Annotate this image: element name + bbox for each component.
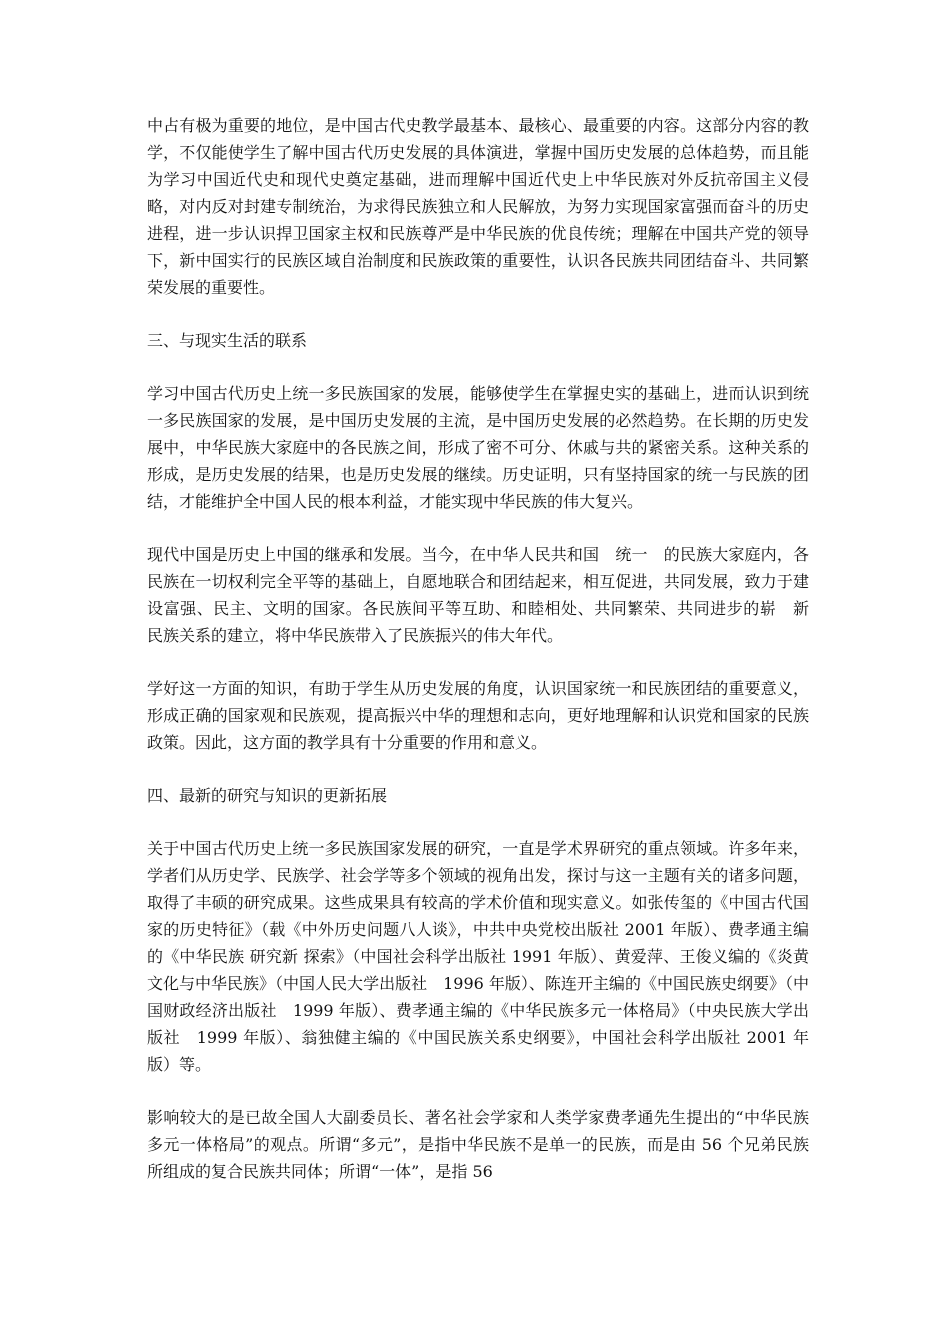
paragraph-fei-xiaotong: 影响较大的是已故全国人大副委员长、著名社会学家和人类学家费孝通先生提出的“中华民族多元一体格局”的观点。所谓“多元”，是指中华民族不是单一的民族，而是由 56 个兄弟民族所组成的复合民族共同体；所谓“一体”，是指 56 — [147, 1108, 809, 1181]
paragraph-intro: 中占有极为重要的地位，是中国古代史教学最基本、最核心、最重要的内容。这部分内容的教学，不仅能使学生了解中国古代历史发展的具体演进，掌握中国历史发展的总体趋势，而且能为学习中国近代史和现代史奠定基础，进而理解中国近代史上中华民族对外反抗帝国主义侵略，对内反对封建专制统治，为求得民族独立和人民解放，为努力实现国家富强而奋斗的历史进程，进一步认识捍卫国家主权和民族尊严是中华民族的优良传统；理解在中国共产党的领导下，新中国实行的民族区域自治制度和民族政策的重要性，认识各民族共同团结奋斗、共同繁荣发展的重要性。 — [147, 116, 809, 297]
document-page — [147, 112, 826, 1211]
section-heading-3: 三、与现实生活的联系 — [147, 331, 308, 350]
paragraph-unity: 学习中国古代历史上统一多民族国家的发展，能够使学生在掌握史实的基础上，进而认识到统一多民族国家的发展，是中国历史发展的主流，是中国历史发展的必然趋势。在长期的历史发展中，中华民族大家庭中的各民族之间，形成了密不可分、休戚与共的紧密关系。这种关系的形成，是历史发展的结果，也是历史发展的继续。历史证明，只有坚持国家的统一与民族的团结，才能维护全中国人民的根本利益，才能实现中华民族的伟大复兴。 — [147, 384, 809, 511]
paragraph-modern-china: 现代中国是历史上中国的继承和发展。当今，在中华人民共和国 统一 的民族大家庭内，各民族在一切权利完全平等的基础上，自愿地联合和团结起来，相互促进，共同发展，致力于建设富强、民主、文明的国家。各民族间平等互助、和睦相处、共同繁荣、共同进步的崭 新 民族关系的建立，将中华民族带入了民族振兴的伟大年代。 — [147, 545, 826, 645]
paragraph-research: 关于中国古代历史上统一多民族国家发展的研究，一直是学术界研究的重点领域。许多年来，学者们从历史学、民族学、社会学等多个领域的视角出发，探讨与这一主题有关的诸多问题，取得了丰硕的研究成果。这些成果具有较高的学术价值和现实意义。如张传玺的《中国古代国家的历史特征》（载《中外历史问题八人谈》，中共中央党校出版社 2001 年版）、费孝通主编的《中华民族 研究新 探索》（中国社会科学出版社 1991 年版）、黄爱萍、王俊义编的《炎黄文化与中华民族》（中国人民大学出版社 1996 年版）、陈连开主编的《中国民族史纲要》（中国财政经济出版社 1999 年版）、费孝通主编的《中华民族多元一体格局》（中央民族大学出版社 1999 年版）、翁独健主编的《中国民族关系史纲要》，中国社会科学出版社 2001 年版）等。 — [147, 839, 809, 1074]
section-heading-4: 四、最新的研究与知识的更新拓展 — [147, 786, 388, 805]
paragraph-learning-value: 学好这一方面的知识，有助于学生从历史发展的角度，认识国家统一和民族团结的重要意义，形成正确的国家观和民族观，提高振兴中华的理想和志向，更好地理解和认识党和国家的民族政策。因此，这方面的教学具有十分重要的作用和意义。 — [147, 679, 809, 752]
